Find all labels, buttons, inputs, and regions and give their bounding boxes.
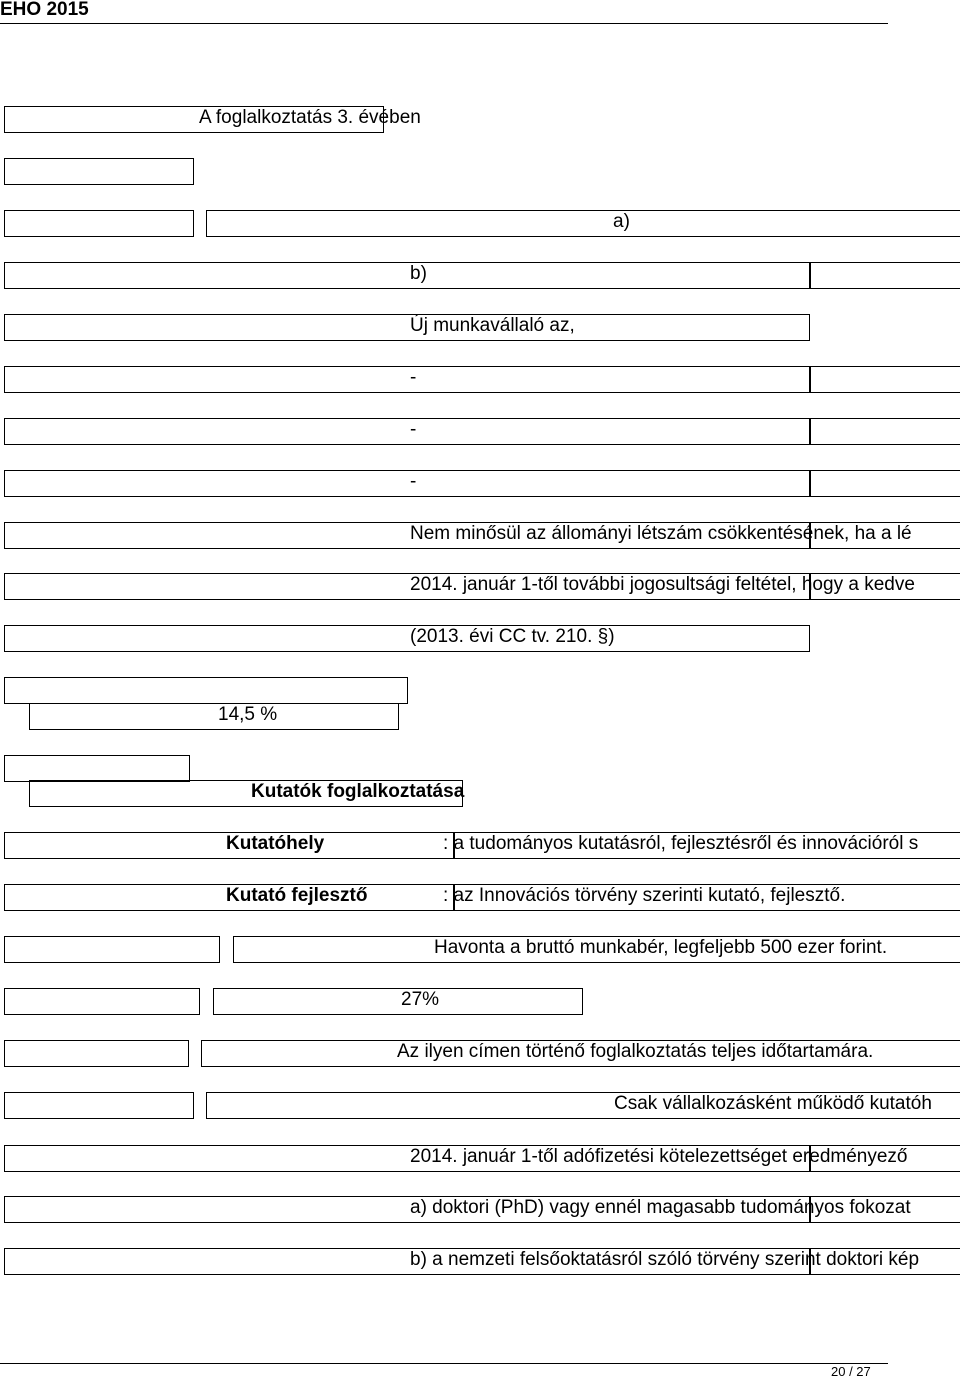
field-box — [4, 210, 194, 237]
header-rule — [0, 23, 888, 24]
text-line: (2013. évi CC tv. 210. §) — [410, 626, 615, 647]
field-box — [4, 755, 190, 782]
text-line: 14,5 % — [218, 704, 278, 725]
text-line: - — [410, 367, 417, 388]
field-box — [4, 262, 810, 289]
text-line: Nem minősül az állományi létszám csökkentésének, ha a lé — [410, 523, 912, 544]
text-line: - — [410, 419, 417, 440]
field-box — [4, 677, 408, 704]
text-line: b) — [410, 263, 427, 284]
field-box — [29, 703, 399, 730]
field-box — [4, 936, 220, 963]
field-box — [4, 366, 810, 393]
field-box — [810, 418, 960, 445]
field-box — [4, 418, 810, 445]
text-line: a) — [613, 211, 630, 232]
text-line: Új munkavállaló az, — [410, 315, 575, 336]
field-box — [810, 262, 960, 289]
text-line: 2014. január 1-től adófizetési kötelezettséget eredményező — [410, 1146, 908, 1167]
field-box — [4, 625, 810, 652]
document-header-title: EHO 2015 — [0, 0, 89, 20]
text-line: - — [410, 471, 417, 492]
text-line: : az Innovációs törvény szerinti kutató, fejlesztő. — [443, 885, 846, 906]
page-number: 20 / 27 — [831, 1364, 871, 1379]
text-line: Csak vállalkozásként működő kutatóh — [614, 1093, 932, 1114]
field-box — [810, 470, 960, 497]
text-line: a) doktori (PhD) vagy ennél magasabb tudományos fokozat — [410, 1197, 911, 1218]
field-box — [4, 988, 200, 1015]
text-line: Az ilyen címen történő foglalkoztatás teljes időtartamára. — [397, 1041, 874, 1062]
field-box — [4, 158, 194, 185]
term-label: Kutatóhely — [226, 833, 325, 854]
text-line: A foglalkoztatás 3. évében — [199, 107, 421, 128]
field-box — [4, 1040, 189, 1067]
text-line: 2014. január 1-től további jogosultsági feltétel, hogy a kedve — [410, 574, 915, 595]
text-line: : a tudományos kutatásról, fejlesztésről és innovációról s — [443, 833, 919, 854]
field-box — [4, 470, 810, 497]
section-heading: Kutatók foglalkoztatása — [251, 781, 465, 802]
term-label: Kutató fejlesztő — [226, 885, 368, 906]
footer-rule — [0, 1363, 888, 1364]
text-line: 27% — [401, 989, 440, 1010]
field-box — [4, 314, 810, 341]
text-line: Havonta a bruttó munkabér, legfeljebb 500 ezer forint. — [434, 937, 888, 958]
field-box — [4, 1092, 194, 1119]
field-box — [213, 988, 583, 1015]
field-box — [206, 210, 960, 237]
field-box — [810, 366, 960, 393]
text-line: b) a nemzeti felsőoktatásról szóló törvény szerint doktori kép — [410, 1249, 920, 1270]
